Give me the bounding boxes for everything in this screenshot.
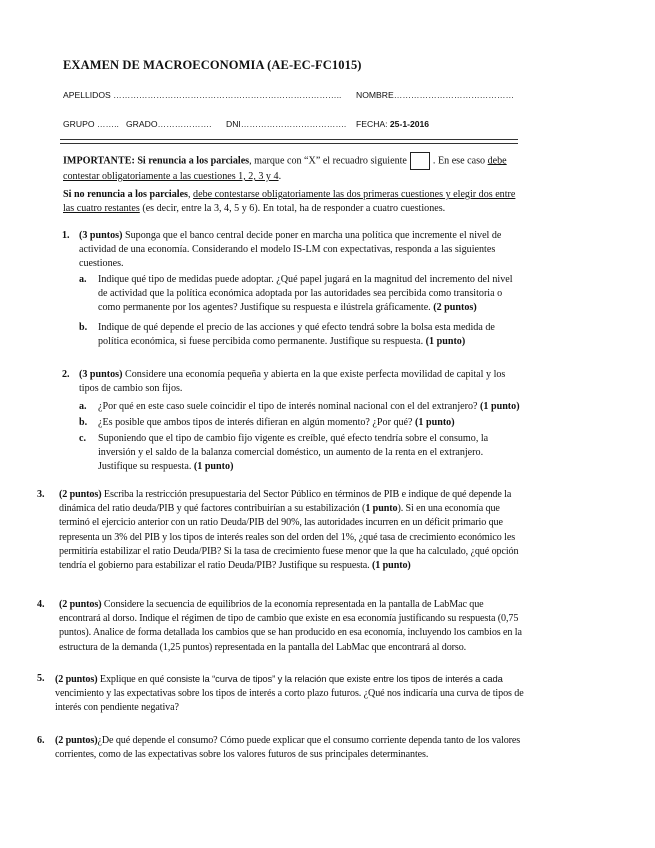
q3-line: representa un 3% del PIB y los tipos de interés reales son del orden del 1%, ¿qué tasa de crecimiento económico les [59, 531, 516, 543]
q4-body [59, 598, 619, 655]
q5-line-sans: consiste la “curva de tipos” y la relación que existe entre los tipos de interés a cada [166, 673, 503, 684]
q1a-body [98, 273, 618, 316]
important-text-c: . En ese caso [432, 155, 486, 167]
q5-line: interés con pendiente negativa? [55, 702, 179, 714]
q2b-body [98, 416, 628, 430]
q1a-line: Indique qué tipo de medidas puede adoptar. ¿Qué papel jugará en la magnitud del incremento del nivel [98, 274, 513, 285]
apellidos-field[interactable]: APELLIDOS …………………………………………………………………….. [63, 90, 342, 100]
q3-line: tendría el gobierno para estabilizar el ratio Deuda/PIB? Justifique su respuesta. [59, 560, 370, 572]
q2b-label: b. [79, 417, 88, 428]
fecha-value: 25-1-2016 [389, 119, 430, 129]
q1a-line: de actividad que la política económica adoptada por las autoridades sea percibida como transitoria o [98, 288, 503, 300]
q2c-points: (1 punto) [193, 461, 234, 473]
non-renounce-text-e: (es decir, entre la 3, 4, 5 y 6). En total, ha de responder a cuatro cuestiones. [142, 203, 446, 215]
non-renounce-notice [63, 188, 603, 216]
q4-line: encontrará al dorso. Indique el régimen de tipo de cambio que existe en esa economía justificando su respuesta (0,75 [59, 613, 519, 625]
q2c-line: Justifique su respuesta. [98, 461, 192, 473]
important-text-f: . [278, 171, 282, 182]
q3-points: (2 puntos) [59, 489, 102, 500]
q1-number: 1. [62, 230, 70, 241]
grado-field[interactable]: GRADO………………. [126, 119, 212, 129]
q2-line: tipos de cambio son fijos. [79, 383, 183, 395]
q5-body [55, 672, 620, 716]
q3-number: 3. [37, 489, 45, 500]
q2-body [79, 368, 609, 396]
q2b-points: (1 punto) [415, 417, 455, 428]
q6-body [55, 734, 620, 762]
q4-number: 4. [37, 599, 45, 610]
non-renounce-comma: , [187, 189, 191, 200]
renounce-checkbox[interactable] [410, 152, 430, 170]
important-text-e: contestar obligatoriamente a las cuestiones 1, 2, 3 y 4 [63, 171, 279, 182]
important-text-d: debe [487, 155, 507, 167]
q5-points: (2 puntos) [55, 674, 98, 685]
q1b-line: Indique de qué depende el precio de las acciones y qué efecto tendrá sobre la bolsa esta medida de [98, 322, 495, 333]
q2b-line: ¿Es posible que ambos tipos de interés difieran en algún momento? ¿Por qué? [98, 417, 413, 428]
q3-body [59, 488, 619, 573]
q2a-body [98, 400, 628, 414]
q3-line: dinámica del ratio deuda/PIB y qué factores contribuirían a su estabilización ( [59, 503, 366, 515]
important-label: IMPORTANTE [63, 155, 132, 167]
q3-line: Escriba la restricción presupuestaria del Sector Público en términos de PIB e indique de qué depende la [103, 489, 512, 500]
q2c-line: Suponiendo que el tipo de cambio fijo vigente es creíble, qué efecto tendría sobre el consumo, la [98, 433, 489, 444]
q2-number: 2. [62, 369, 70, 380]
divider-top [60, 139, 518, 140]
q1-line: Suponga que el banco central decide poner en marcha una política que incremente el nivel de [125, 230, 502, 241]
q2c-label: c. [79, 433, 87, 444]
q1a-label: a. [79, 274, 87, 285]
non-renounce-text-d: las cuatro restantes [63, 203, 140, 215]
q1b-points: (1 punto) [425, 336, 466, 348]
q6-number: 6. [37, 735, 45, 746]
important-text-b: , marque con “X” el recuadro siguiente [249, 155, 407, 167]
q4-line: puntos). Analice de forma detallada los cambios que se han producido en esa economía, incluyendo los cambios en la [59, 627, 522, 639]
q4-line: estructura de la demanda (1,25 puntos) representada en la pantalla del LabMac que encontrará al dorso. [59, 641, 467, 653]
q2a-line: ¿Por qué en este caso suele coincidir el tipo de interés nominal nacional con el del extranjero? [98, 401, 478, 412]
q6-line: corrientes, como de las expectativas sobre los valores futuros de sus principales determinantes. [55, 749, 429, 761]
fecha-field [356, 119, 429, 129]
q5-line: Explique en qué [99, 674, 165, 685]
q1-body [79, 229, 609, 272]
grupo-field[interactable]: GRUPO …….. [63, 119, 119, 129]
non-renounce-text-c: debe contestarse obligatoriamente las dos primeras cuestiones y elegir dos entre [193, 189, 516, 200]
fecha-label: FECHA: [356, 119, 388, 129]
q2a-points: (1 punto) [480, 401, 520, 412]
important-text-a: : Si renuncia a los parciales [131, 155, 250, 167]
q5-number: 5. [37, 673, 45, 684]
q1b-body [98, 321, 618, 349]
q2-line: Considere una economía pequeña y abierta en la que existe perfecta movilidad de capital y los [125, 369, 506, 380]
q2-points: (3 puntos) [79, 369, 123, 380]
q1-points: (3 puntos) [79, 230, 123, 241]
important-notice [63, 152, 593, 184]
q3-line: terminó el ejercicio anterior con un ratio Deuda/PIB del 90%, las autoridades incurren en un déficit primario que [59, 517, 503, 529]
q2c-body [98, 432, 618, 475]
exam-title: EXAMEN DE MACROECONOMIA (AE-EC-FC1015) [63, 58, 362, 72]
q1-line: cuestiones. [79, 258, 124, 270]
q3-inline-points: 1 punto [365, 503, 398, 515]
q1b-label: b. [79, 322, 88, 333]
dni-field[interactable]: DNI………………………………. [226, 119, 347, 129]
q5-line: vencimiento y las expectativas sobre los tipos de interés a corto plazo futuros. ¿Qué nos indicaría una curva de tipos de [55, 688, 524, 700]
q6-points: (2 puntos) [55, 735, 98, 746]
q1b-line: política económica, si fuese percibida como permanente. Justifique su respuesta. [98, 336, 424, 348]
q4-points: (2 puntos) [59, 599, 102, 610]
q2c-line: inversión y el saldo de la balanza comercial doméstico, un aumento de la renta en el extranjero. [98, 447, 484, 459]
non-renounce-label: Si no renuncia a los parciales [63, 189, 188, 200]
q1a-line: como permanente por los agentes? Justifique su respuesta e ilústrela gráficamente. [98, 302, 431, 314]
divider-bottom [60, 143, 518, 144]
q6-line: ¿De qué depende el consumo? Cómo puede explicar que el consumo corriente dependa tanto de los valores [97, 735, 521, 746]
q1-line: actividad de una economía. Considerando el modelo IS-LM con expectativas, responda a las siguientes [79, 244, 496, 256]
q2a-label: a. [79, 401, 87, 412]
q3-points-end: (1 punto) [372, 560, 411, 572]
q3-line: ). Si en una economía que [397, 503, 500, 515]
q4-line: Considere la secuencia de equilibrios de la economía representada en la pantalla de LabMac que [103, 599, 484, 610]
nombre-field[interactable]: NOMBRE…………………………………… [356, 90, 515, 100]
q3-line: permitiría estabilizar el ratio Deuda/PIB? Si la tasa de crecimiento fuese menor que la que ha calculado, ¿qué opción [59, 545, 519, 557]
q1a-points: (2 puntos) [433, 302, 477, 314]
